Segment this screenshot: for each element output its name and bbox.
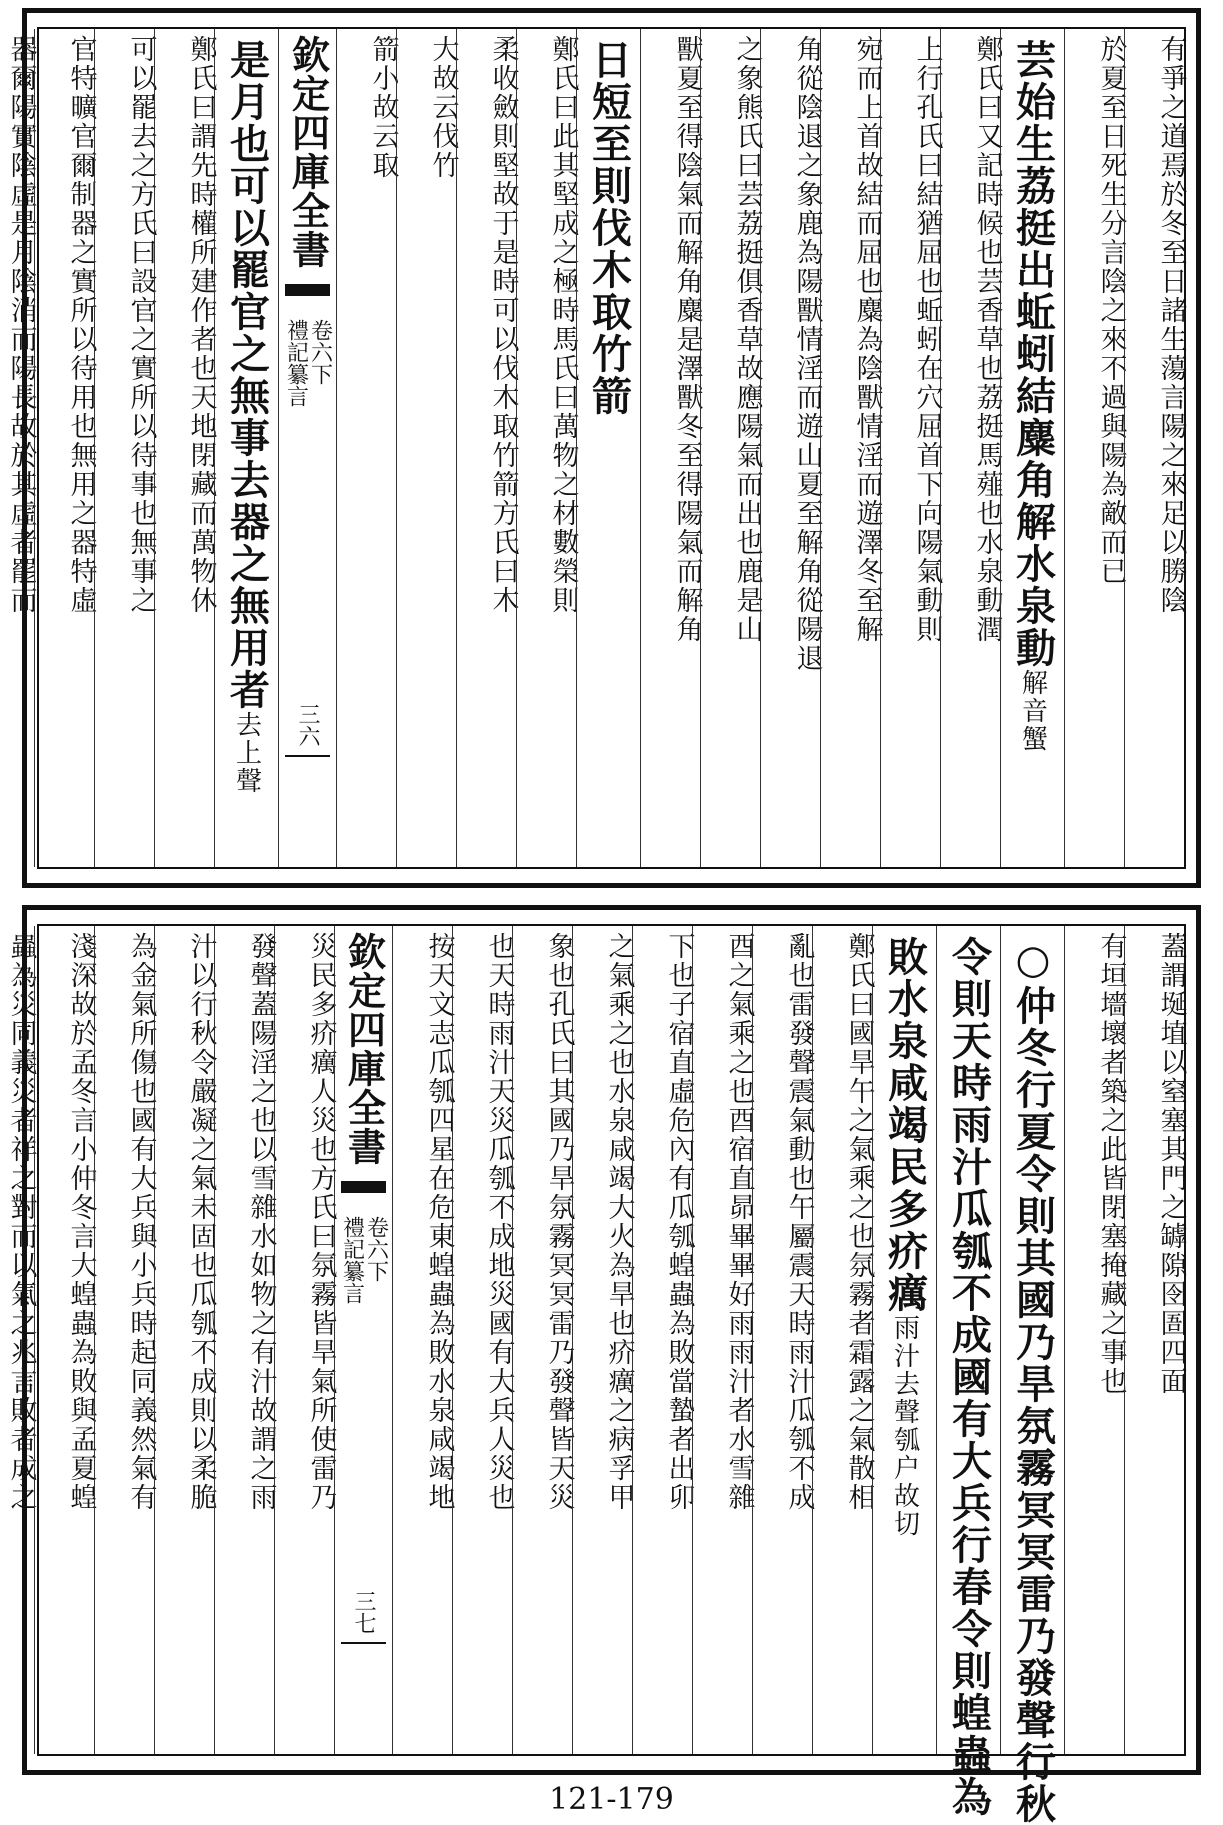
bottom-left-column-2: [154, 926, 217, 1754]
commentary-text: 發聲蓋陽淫之也以雪雜水如物之有汁故謂之雨: [245, 932, 277, 1512]
commentary-text: 柔收斂則堅故于是時可以伐木取竹箭方氏曰木: [487, 35, 519, 615]
top-left-column-4: [0, 29, 37, 867]
top-left-column-2: [94, 29, 157, 867]
commentary-text: 淺深故於孟冬言小仲冬言大蝗蟲為敗與孟夏蝗: [65, 932, 97, 1512]
top-page-columns: [5, 27, 1187, 869]
commentary-text: 亂也雷發聲震氣動也午屬震天時雨汁瓜瓠不成: [783, 932, 815, 1512]
folio-rule: [285, 755, 330, 757]
commentary-text: 象也孔氏曰其國乃旱氛霧冥冥雷乃發聲皆天災: [543, 932, 575, 1512]
commentary-text: 之氣乘之也水泉咸竭大火為旱也疥癘之病孚甲: [603, 932, 635, 1512]
commentary-text: 可以罷去之方氏曰設官之實所以待事也無事之: [125, 35, 157, 615]
chapter-label: 卷六下: [363, 1216, 389, 1282]
page-number: 121-179: [549, 1782, 674, 1817]
top-right-column-9: [576, 29, 640, 867]
bottom-right-column-9: [572, 926, 635, 1754]
commentary-text: 箭小故云取: [367, 35, 399, 180]
top-right-column-12: [396, 29, 459, 867]
top-left-column-0: [214, 29, 278, 867]
commentary-text: 之象熊氏曰芸荔挺俱香草故應陽氣而出也鹿是山: [731, 35, 763, 644]
commentary-text: 獸夏至得陰氣而解角麋是澤獸冬至得陽氣而解角: [671, 35, 703, 644]
commentary-text: 按天文志瓜瓠四星在危東蝗蟲為敗水泉咸竭地: [423, 932, 455, 1512]
top-right-column-11: [456, 29, 519, 867]
commentary-text: 上行孔氏曰結猶屈也蚯蚓在穴屈首下向陽氣動則: [911, 35, 943, 644]
bottom-left-column-1: [214, 926, 277, 1754]
commentary-text: 蟲為災同義災者祥之對而以氣之兆言敗者成之: [5, 932, 37, 1512]
commentary-text: 也天時雨汁天災瓜瓠不成地災國有大兵人災也: [483, 932, 515, 1512]
folio-rule: [341, 1642, 386, 1644]
top-right-column-13: [336, 29, 399, 867]
bottom-left-column-4: [34, 926, 97, 1754]
bottom-left-column-3: [94, 926, 157, 1754]
top-left-column-3: [34, 29, 97, 867]
bottom-right-column-4: [872, 926, 936, 1754]
chapter-label: 卷六下: [307, 319, 333, 385]
commentary-text: 器爾陽實陰虛是月陰消而陽長故於其虛者罷而: [5, 35, 37, 615]
fish-tail-mark: [341, 1181, 386, 1217]
top-right-column-6: [760, 29, 823, 867]
commentary-text: 大故云伐竹: [427, 35, 459, 180]
top-right-column-0: [1124, 29, 1187, 867]
bottom-right-column-6: [752, 926, 815, 1754]
commentary-text: 有爭之道焉於冬至日諸生蕩言陽之來足以勝陰: [1155, 35, 1187, 615]
bottom-right-column-0: [1124, 926, 1187, 1754]
bottom-right-column-8: [632, 926, 695, 1754]
commentary-text: 酉之氣乘之也酉宿直昴畢畢好雨雨汁者水雪雜: [723, 932, 755, 1512]
top-right-column-8: [640, 29, 703, 867]
bottom-left-column-0: [274, 926, 337, 1754]
bottom-left-column-5: [0, 926, 37, 1754]
commentary-text: 下也子宿直虛危內有瓜瓠蝗蟲為敗當蟄者出卯: [663, 932, 695, 1512]
bottom-right-column-3: [936, 926, 1000, 1818]
main-text: 是月也可以罷官之無事去器之無用者去上聲: [223, 39, 271, 795]
top-right-column-7: [700, 29, 763, 867]
pronunciation-note: 解音蟹: [1017, 669, 1048, 753]
top-page: [5, 8, 1201, 888]
commentary-text: 為金氣所傷也國有大兵與小兵時起同義然氣有: [125, 932, 157, 1512]
top-center-fold: [278, 29, 336, 867]
commentary-text: 角從陰退之象鹿為陽獸情淫而遊山夏至解角從陽退: [791, 35, 823, 673]
bottom-right-column-12: [392, 926, 455, 1754]
book-name: 禮記纂言: [283, 319, 309, 407]
book-title: 欽定四庫全書: [341, 932, 387, 1166]
commentary-text: 鄭氏曰又記時候也芸香草也荔挺馬薤也水泉動潤: [971, 35, 1003, 644]
bottom-right-column-11: [452, 926, 515, 1754]
pronunciation-note: 雨汁去聲瓠户故切: [889, 1314, 920, 1538]
main-text: 令則天時雨汁瓜瓠不成國有大兵行春令則蝗蟲為: [945, 936, 993, 1818]
bottom-right-column-1: [1064, 926, 1127, 1754]
main-text: 芸始生荔挺出蚯蚓結麋角解水泉動解音蟹: [1009, 39, 1057, 753]
folio-number: 三七: [351, 1590, 376, 1634]
main-text: 敗水泉咸竭民多疥癘雨汁去聲瓠户故切: [881, 936, 929, 1538]
bottom-right-column-10: [512, 926, 575, 1754]
fish-tail-mark: [285, 284, 330, 320]
book-name: 禮記纂言: [339, 1216, 365, 1304]
top-right-column-10: [516, 29, 579, 867]
top-right-column-4: [880, 29, 943, 867]
commentary-text: 官特曠官爾制器之實所以待用也無用之器特虛: [65, 35, 97, 615]
commentary-text: 蓋謂埏埴以窒塞其門之罅隙囹圄四面: [1155, 932, 1187, 1396]
folio-number: 三六: [295, 703, 320, 747]
commentary-text: 宛而上首故結而屈也麋為陰獸情淫而遊澤冬至解: [851, 35, 883, 644]
bottom-center-fold: [334, 926, 392, 1754]
top-left-column-1: [154, 29, 217, 867]
top-right-column-3: [940, 29, 1003, 867]
main-text: ○仲冬行夏令則其國乃旱氛霧冥冥雷乃發聲行秋: [1009, 936, 1057, 1825]
commentary-text: 鄭氏曰此其堅成之極時馬氏曰萬物之材數榮則: [547, 35, 579, 615]
bottom-right-column-7: [692, 926, 755, 1754]
commentary-text: 於夏至日死生分言陰之來不過與陽為敵而已: [1095, 35, 1127, 586]
bottom-right-column-5: [812, 926, 875, 1754]
commentary-text: 有垣墻壞者築之此皆閉塞掩藏之事也: [1095, 932, 1127, 1396]
main-text: 日短至則伐木取竹箭: [585, 39, 633, 417]
commentary-text: 鄭氏曰謂先時權所建作者也天地閉藏而萬物休: [185, 35, 217, 615]
commentary-text: 汁以行秋令嚴凝之氣未固也瓜瓠不成則以柔脆: [185, 932, 217, 1512]
top-right-column-5: [820, 29, 883, 867]
pronunciation-note: 去上聲: [231, 711, 262, 795]
top-right-column-1: [1064, 29, 1127, 867]
top-right-column-2: [1000, 29, 1064, 867]
commentary-text: 災民多疥癘人災也方氏曰氛霧皆旱氣所使雷乃: [305, 932, 337, 1512]
commentary-text: 鄭氏曰國旱午之氣乘之也氛霧者霜露之氣散相: [843, 932, 875, 1512]
bottom-right-column-2: [1000, 926, 1064, 1825]
book-title: 欽定四庫全書: [285, 35, 331, 269]
